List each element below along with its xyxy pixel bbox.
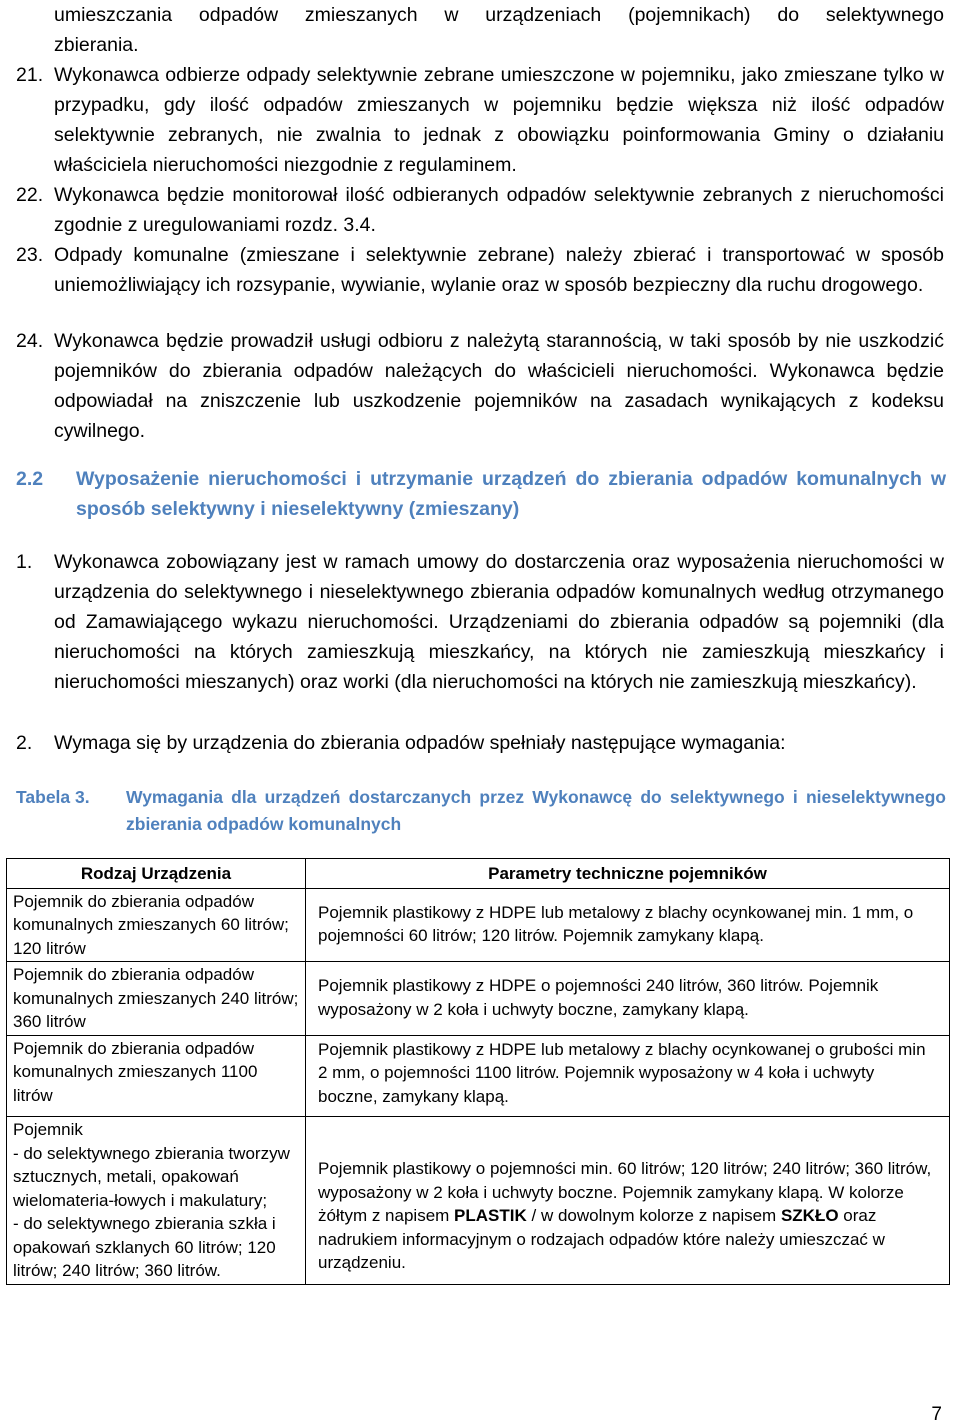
table-cell-params: Pojemnik plastikowy z HDPE o pojemności 240 litrów, 360 litrów. Pojemnik wyposażony w 2 koła i uchwyty boczne, zamykany klapą. <box>306 962 950 1036</box>
table-caption-text: Wymagania dla urządzeń dostarczanych przez Wykonawcę do selektywnego i nieselektywnego zbierania odpadów komunalnych <box>126 787 946 834</box>
table-row <box>7 888 950 962</box>
list-text: Wykonawca będzie monitorował ilość odbieranych odpadów selektywnie zebranych z nieruchomości zgodnie z uregulowaniami rozdz. 3.4. <box>54 184 944 236</box>
list-number: 23. <box>16 244 44 266</box>
table-header-params: Parametry techniczne pojemników <box>306 859 950 889</box>
section-number: 2.2 <box>16 468 44 490</box>
table-cell-params: Pojemnik plastikowy z HDPE lub metalowy z blachy ocynkowanej o grubości min 2 mm, o pojemności 1100 litrów. Pojemnik wyposażony w 4 koła i uchwyty boczne, zamykany klapą. <box>306 1035 950 1117</box>
table-row <box>7 962 950 1036</box>
section-item-1 <box>16 547 944 697</box>
table-header-row <box>7 859 950 889</box>
table-cell-params: Pojemnik plastikowy o pojemności min. 60 litrów; 120 litrów; 240 litrów; 360 litrów, wyposażony w 2 koła i uchwyty boczne. Pojemnik zamykany klapą. W kolorze żółtym z napisem PLASTIK / w dowolnym kolorze z napisem SZKŁO oraz nadrukiem informacyjnym o rodzajach odpadów które należy umieszczać w urządzeniu. <box>306 1117 950 1285</box>
table-cell-device: Pojemnik do zbierania odpadów komunalnych zmieszanych 240 litrów; 360 litrów <box>7 962 306 1036</box>
list-number: 24. <box>16 330 44 352</box>
table-cell-device: Pojemnik - do selektywnego zbierania tworzyw sztucznych, metali, opakowań wielomateria-łowych i makulatury; - do selektywnego zbierania szkła i opakowań szklanych 60 litrów; 120 litrów; 240 litrów; 360 litrów. <box>7 1117 306 1285</box>
list-text: Wykonawca będzie prowadził usługi odbioru z należytą starannością, w taki sposób by nie uszkodzić pojemników do zbierania odpadów należących do właścicieli nieruchomości. Wykonawca będzie odpowiadał na zniszczenie lub uszkodzenie pojemników na zasadach wynikających z kodeksu cywilnego. <box>54 330 944 442</box>
table-cell-params: Pojemnik plastikowy z HDPE lub metalowy z blachy ocynkowanej min. 1 mm, o pojemności 60 litrów; 120 litrów. Pojemnik zamykany klapą. <box>306 888 950 962</box>
section-item-2 <box>16 728 944 758</box>
list-text: Odpady komunalne (zmieszane i selektywnie zebrane) należy zbierać i transportować w sposób uniemożliwiający ich rozsypanie, wywianie, wylanie oraz w sposób bezpieczny dla ruchu drogowego. <box>54 244 944 296</box>
label-plastik: PLASTIK <box>454 1206 527 1225</box>
page-number: 7 <box>931 1404 942 1425</box>
list-item-21 <box>16 60 944 180</box>
table-cell-device: Pojemnik do zbierania odpadów komunalnych zmieszanych 60 litrów; 120 litrów <box>7 888 306 962</box>
list-text: Wymaga się by urządzenia do zbierania odpadów spełniały następujące wymagania: <box>54 732 786 754</box>
list-item-23 <box>16 240 944 300</box>
continued-line: umieszczania odpadów zmieszanych w urządzeniach (pojemnikach) do selektywnego zbierania. <box>54 4 944 56</box>
list-number: 2. <box>16 732 33 754</box>
table-row <box>7 1035 950 1117</box>
list-text: Wykonawca zobowiązany jest w ramach umowy do dostarczenia oraz wyposażenia nieruchomości w urządzenia do selektywnego i nieselektywnego zbierania odpadów komunalnych według otrzymanego od Zamawiającego wykazu nieruchomości. Urządzeniami do zbierania odpadów są pojemniki (dla nieruchomości na których zamieszkują mieszkańcy, na których nie zamieszkują mieszkańcy i nieruchomości mieszanych) oraz worki (dla nieruchomości na których nie zamieszkują mieszkańcy). <box>54 551 944 693</box>
list-item-24 <box>16 326 944 446</box>
table-header-device: Rodzaj Urządzenia <box>7 859 306 889</box>
list-item-22 <box>16 180 944 240</box>
list-number: 21. <box>16 64 44 86</box>
requirements-table <box>6 858 950 1285</box>
list-text: Wykonawca odbierze odpady selektywnie zebrane umieszczone w pojemniku, jako zmieszane tylko w przypadku, gdy ilość odpadów zmieszanych w pojemniku będzie większa niż ilość odpadów selektywnie zebranych, nie zwalnia to jednak z obowiązku poinformowania Gminy o działaniu właściciela nieruchomości niezgodnie z regulaminem. <box>54 64 944 176</box>
table-caption-label: Tabela 3. <box>16 787 90 807</box>
label-szklo: SZKŁO <box>780 1206 839 1225</box>
section-title: Wyposażenie nieruchomości i utrzymanie urządzeń do zbierania odpadów komunalnych w sposób selektywny i nieselektywny (zmieszany) <box>76 468 946 520</box>
list-number: 1. <box>16 551 33 573</box>
table-cell-device: Pojemnik do zbierania odpadów komunalnych zmieszanych 1100 litrów <box>7 1035 306 1117</box>
table-row <box>7 1117 950 1285</box>
list-number: 22. <box>16 184 44 206</box>
